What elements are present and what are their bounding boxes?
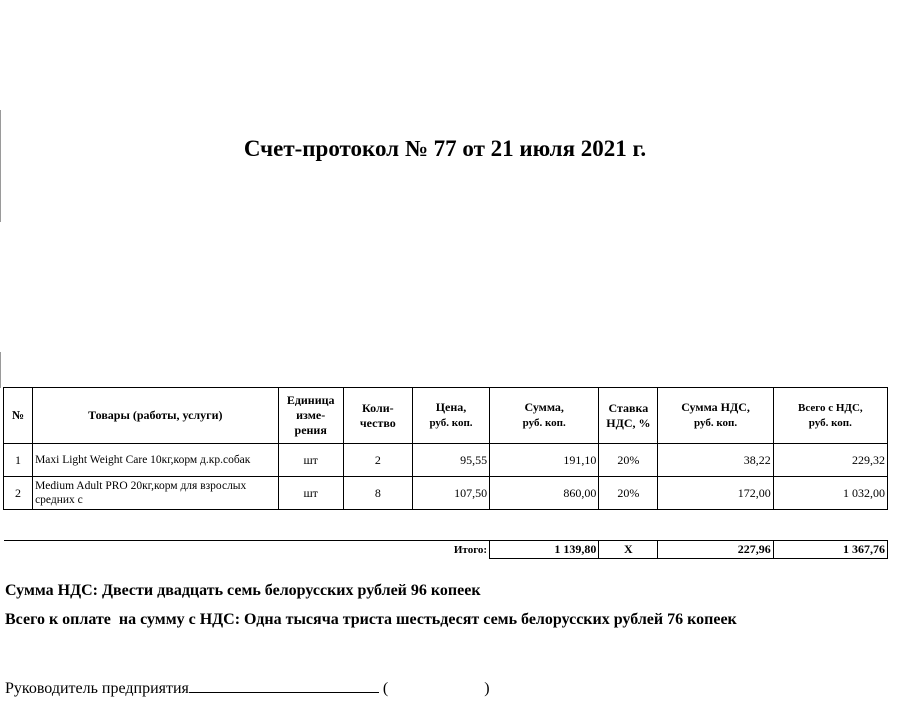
header-goods: Товары (работы, услуги)	[33, 388, 279, 444]
header-total: Всего с НДС, руб. коп.	[773, 388, 887, 444]
totals-total: 1 367,76	[773, 541, 887, 559]
table-row	[4, 477, 888, 510]
row-total: 1 032,00	[773, 477, 887, 510]
row-sum: 191,10	[490, 444, 599, 477]
signature-label: Руководитель предприятия	[5, 680, 189, 697]
page-edge-mark	[0, 352, 1, 388]
row-vat: 172,00	[658, 477, 773, 510]
row-qty: 8	[343, 477, 412, 510]
row-num: 1	[4, 444, 33, 477]
table-gap-row	[4, 510, 888, 541]
header-vat-sum: Сумма НДС, руб. коп.	[658, 388, 773, 444]
signature-line	[5, 677, 490, 698]
totals-sum: 1 139,80	[490, 541, 599, 559]
signature-field	[189, 677, 379, 693]
total-amount-in-words: Всего к оплате на сумму с НДС: Одна тысяча триста шестьдесят семь белорусских рублей 76 копеек	[5, 611, 737, 628]
row-vat: 38,22	[658, 444, 773, 477]
totals-rate: X	[599, 541, 658, 559]
signature-paren-open: (	[382, 680, 389, 697]
row-name: Maxi Light Weight Care 10кг,корм д.кр.собак	[33, 444, 279, 477]
header-qty: Коли- чество	[343, 388, 412, 444]
table-header-row	[4, 388, 888, 444]
vat-amount-in-words: Сумма НДС: Двести двадцать семь белорусских рублей 96 копеек	[5, 582, 481, 599]
row-price: 95,55	[412, 444, 489, 477]
header-sum: Сумма, руб. коп.	[490, 388, 599, 444]
header-price: Цена, руб. коп.	[412, 388, 489, 444]
row-unit: шт	[278, 477, 343, 510]
table-row	[4, 444, 888, 477]
document-title: Счет-протокол № 77 от 21 июля 2021 г.	[243, 136, 647, 161]
row-unit: шт	[278, 444, 343, 477]
row-qty: 2	[343, 444, 412, 477]
row-total: 229,32	[773, 444, 887, 477]
row-num: 2	[4, 477, 33, 510]
page-edge-mark	[0, 110, 1, 222]
totals-label: Итого:	[453, 543, 488, 556]
header-unit: Единица изме- рения	[278, 388, 343, 444]
header-num: №	[4, 388, 33, 444]
signature-paren-close: )	[484, 680, 490, 697]
row-rate: 20%	[599, 477, 658, 510]
row-rate: 20%	[599, 444, 658, 477]
row-name: Medium Adult PRO 20кг,корм для взрослых средних с	[33, 477, 279, 510]
totals-row	[4, 541, 888, 559]
invoice-table	[3, 387, 888, 559]
row-price: 107,50	[412, 477, 489, 510]
row-sum: 860,00	[490, 477, 599, 510]
header-rate: Ставка НДС, %	[599, 388, 658, 444]
totals-vat: 227,96	[658, 541, 773, 559]
